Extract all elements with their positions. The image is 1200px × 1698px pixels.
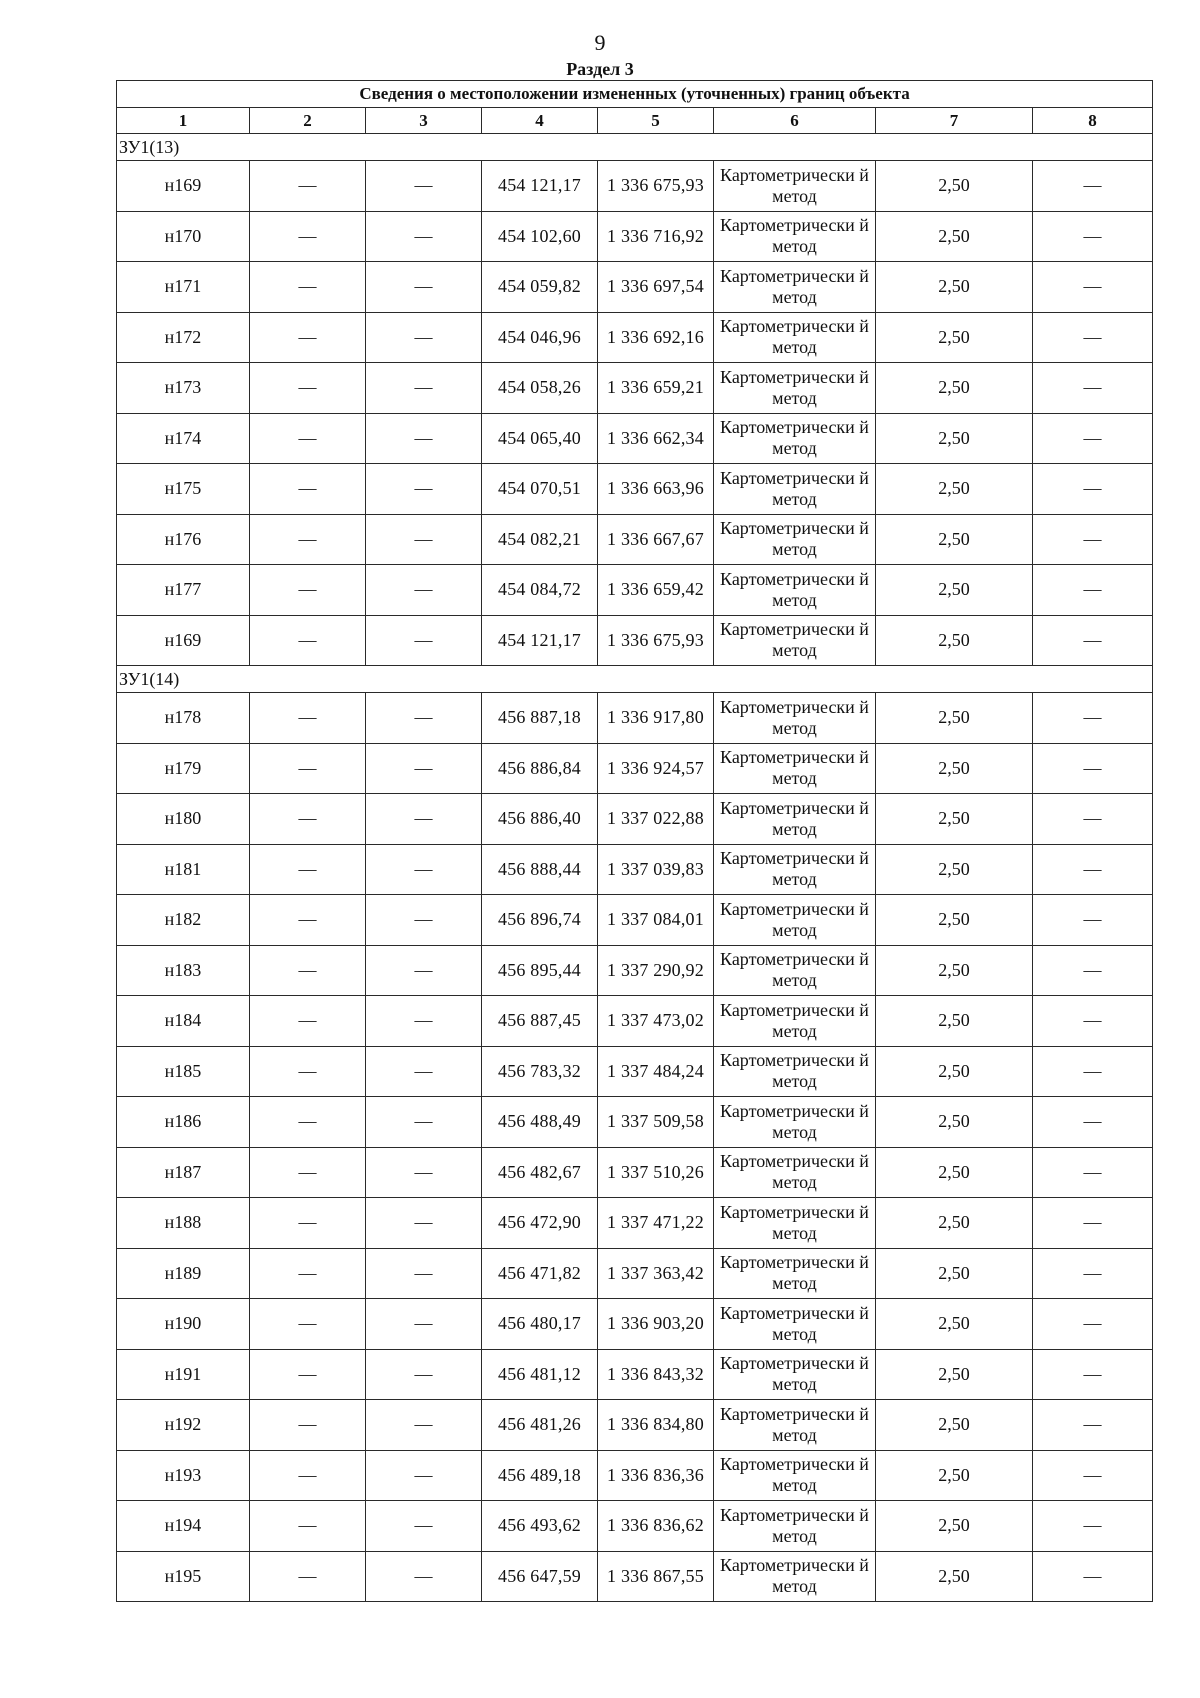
accuracy-cell: 2,50 [876, 161, 1033, 212]
column-2-cell: — [250, 1248, 366, 1299]
column-8-cell: — [1033, 312, 1153, 363]
coordinate-x-cell: 456 482,67 [482, 1147, 598, 1198]
accuracy-cell: 2,50 [876, 743, 1033, 794]
point-number-cell: н195 [117, 1551, 250, 1602]
point-number-cell: н176 [117, 514, 250, 565]
table-row [117, 1501, 1153, 1552]
table-row [117, 1551, 1153, 1602]
section-title: Раздел 3 [566, 59, 634, 79]
point-number-cell: н181 [117, 844, 250, 895]
column-3-cell: — [366, 1046, 482, 1097]
coordinate-y-cell: 1 337 022,88 [598, 794, 714, 845]
point-number-cell: н174 [117, 413, 250, 464]
column-2-cell: — [250, 794, 366, 845]
column-2-cell: — [250, 895, 366, 946]
column-2-cell: — [250, 945, 366, 996]
point-number-cell: н185 [117, 1046, 250, 1097]
method-cell: Картометрически й метод [714, 464, 876, 515]
accuracy-cell: 2,50 [876, 514, 1033, 565]
point-number-cell: н190 [117, 1299, 250, 1350]
group-row [117, 666, 1153, 693]
method-cell: Картометрически й метод [714, 1349, 876, 1400]
accuracy-cell: 2,50 [876, 565, 1033, 616]
coordinate-x-cell: 456 489,18 [482, 1450, 598, 1501]
accuracy-cell: 2,50 [876, 464, 1033, 515]
table-row [117, 1299, 1153, 1350]
method-cell: Картометрически й метод [714, 514, 876, 565]
coordinate-x-cell: 456 471,82 [482, 1248, 598, 1299]
table-row [117, 161, 1153, 212]
accuracy-cell: 2,50 [876, 211, 1033, 262]
column-2-cell: — [250, 312, 366, 363]
coordinate-y-cell: 1 336 903,20 [598, 1299, 714, 1350]
table-row [117, 514, 1153, 565]
accuracy-cell: 2,50 [876, 1248, 1033, 1299]
column-8-cell: — [1033, 464, 1153, 515]
method-cell: Картометрически й метод [714, 1198, 876, 1249]
column-8-cell: — [1033, 161, 1153, 212]
column-2-cell: — [250, 996, 366, 1047]
column-2-cell: — [250, 1299, 366, 1350]
coordinate-x-cell: 456 886,40 [482, 794, 598, 845]
accuracy-cell: 2,50 [876, 1198, 1033, 1249]
column-2-cell: — [250, 1450, 366, 1501]
column-8-cell: — [1033, 1551, 1153, 1602]
column-3-cell: — [366, 312, 482, 363]
coordinate-x-cell: 454 121,17 [482, 161, 598, 212]
point-number-cell: н182 [117, 895, 250, 946]
coordinate-x-cell: 456 888,44 [482, 844, 598, 895]
accuracy-cell: 2,50 [876, 895, 1033, 946]
coordinate-y-cell: 1 336 836,62 [598, 1501, 714, 1552]
method-cell: Картометрически й метод [714, 161, 876, 212]
accuracy-cell: 2,50 [876, 363, 1033, 414]
point-number-cell: н189 [117, 1248, 250, 1299]
column-number: 1 [117, 108, 250, 134]
coordinate-x-cell: 456 647,59 [482, 1551, 598, 1602]
coordinate-x-cell: 454 121,17 [482, 615, 598, 666]
coordinate-y-cell: 1 337 473,02 [598, 996, 714, 1047]
column-3-cell: — [366, 1198, 482, 1249]
column-3-cell: — [366, 996, 482, 1047]
accuracy-cell: 2,50 [876, 1400, 1033, 1451]
column-8-cell: — [1033, 895, 1153, 946]
accuracy-cell: 2,50 [876, 1097, 1033, 1148]
point-number-cell: н172 [117, 312, 250, 363]
table-row [117, 312, 1153, 363]
accuracy-cell: 2,50 [876, 1349, 1033, 1400]
point-number-cell: н170 [117, 211, 250, 262]
column-number: 7 [876, 108, 1033, 134]
table-row [117, 895, 1153, 946]
table-row [117, 1198, 1153, 1249]
column-2-cell: — [250, 565, 366, 616]
column-number: 3 [366, 108, 482, 134]
point-number-cell: н169 [117, 161, 250, 212]
column-3-cell: — [366, 693, 482, 744]
coordinate-y-cell: 1 336 675,93 [598, 161, 714, 212]
method-cell: Картометрически й метод [714, 1299, 876, 1350]
point-number-cell: н179 [117, 743, 250, 794]
column-8-cell: — [1033, 363, 1153, 414]
table-row [117, 1147, 1153, 1198]
column-2-cell: — [250, 1198, 366, 1249]
coordinate-x-cell: 456 472,90 [482, 1198, 598, 1249]
column-2-cell: — [250, 161, 366, 212]
column-8-cell: — [1033, 1248, 1153, 1299]
column-3-cell: — [366, 1097, 482, 1148]
coordinate-y-cell: 1 336 692,16 [598, 312, 714, 363]
coordinate-y-cell: 1 336 662,34 [598, 413, 714, 464]
coordinate-x-cell: 456 887,45 [482, 996, 598, 1047]
point-number-cell: н183 [117, 945, 250, 996]
point-number-cell: н175 [117, 464, 250, 515]
table-caption-row [117, 81, 1153, 108]
point-number-cell: н188 [117, 1198, 250, 1249]
point-number-cell: н193 [117, 1450, 250, 1501]
method-cell: Картометрически й метод [714, 996, 876, 1047]
column-3-cell: — [366, 743, 482, 794]
table-row [117, 844, 1153, 895]
method-cell: Картометрически й метод [714, 1248, 876, 1299]
coordinate-x-cell: 456 493,62 [482, 1501, 598, 1552]
method-cell: Картометрически й метод [714, 211, 876, 262]
table-row [117, 996, 1153, 1047]
table-row [117, 1349, 1153, 1400]
column-2-cell: — [250, 1097, 366, 1148]
column-8-cell: — [1033, 565, 1153, 616]
column-2-cell: — [250, 1551, 366, 1602]
column-8-cell: — [1033, 1097, 1153, 1148]
accuracy-cell: 2,50 [876, 1501, 1033, 1552]
coordinate-x-cell: 456 895,44 [482, 945, 598, 996]
column-3-cell: — [366, 565, 482, 616]
column-8-cell: — [1033, 262, 1153, 313]
point-number-cell: н178 [117, 693, 250, 744]
coordinate-x-cell: 454 046,96 [482, 312, 598, 363]
coordinate-x-cell: 456 886,84 [482, 743, 598, 794]
coordinate-y-cell: 1 336 659,21 [598, 363, 714, 414]
coordinate-y-cell: 1 336 867,55 [598, 1551, 714, 1602]
column-8-cell: — [1033, 945, 1153, 996]
method-cell: Картометрически й метод [714, 1046, 876, 1097]
point-number-cell: н184 [117, 996, 250, 1047]
coordinate-y-cell: 1 337 084,01 [598, 895, 714, 946]
coordinate-y-cell: 1 337 484,24 [598, 1046, 714, 1097]
coordinate-y-cell: 1 337 363,42 [598, 1248, 714, 1299]
column-2-cell: — [250, 413, 366, 464]
column-3-cell: — [366, 844, 482, 895]
method-cell: Картометрически й метод [714, 743, 876, 794]
group-row [117, 134, 1153, 161]
column-3-cell: — [366, 945, 482, 996]
coordinate-x-cell: 456 481,12 [482, 1349, 598, 1400]
coordinate-x-cell: 456 488,49 [482, 1097, 598, 1148]
column-8-cell: — [1033, 794, 1153, 845]
method-cell: Картометрически й метод [714, 312, 876, 363]
point-number-cell: н194 [117, 1501, 250, 1552]
table-body [117, 134, 1153, 1602]
table-row [117, 693, 1153, 744]
column-8-cell: — [1033, 743, 1153, 794]
accuracy-cell: 2,50 [876, 262, 1033, 313]
table-row [117, 464, 1153, 515]
column-3-cell: — [366, 514, 482, 565]
table-row [117, 413, 1153, 464]
method-cell: Картометрически й метод [714, 363, 876, 414]
coordinate-y-cell: 1 336 697,54 [598, 262, 714, 313]
accuracy-cell: 2,50 [876, 844, 1033, 895]
table-row [117, 262, 1153, 313]
coordinate-x-cell: 454 102,60 [482, 211, 598, 262]
accuracy-cell: 2,50 [876, 413, 1033, 464]
accuracy-cell: 2,50 [876, 794, 1033, 845]
column-2-cell: — [250, 363, 366, 414]
accuracy-cell: 2,50 [876, 1450, 1033, 1501]
table-row [117, 1400, 1153, 1451]
column-3-cell: — [366, 1248, 482, 1299]
coordinate-y-cell: 1 336 716,92 [598, 211, 714, 262]
point-number-cell: н180 [117, 794, 250, 845]
accuracy-cell: 2,50 [876, 945, 1033, 996]
column-2-cell: — [250, 615, 366, 666]
coordinate-y-cell: 1 336 834,80 [598, 1400, 714, 1451]
column-2-cell: — [250, 693, 366, 744]
coordinate-y-cell: 1 336 924,57 [598, 743, 714, 794]
column-number: 6 [714, 108, 876, 134]
method-cell: Картометрически й метод [714, 1097, 876, 1148]
column-8-cell: — [1033, 996, 1153, 1047]
table-row [117, 1097, 1153, 1148]
column-2-cell: — [250, 1400, 366, 1451]
method-cell: Картометрически й метод [714, 1450, 876, 1501]
column-3-cell: — [366, 413, 482, 464]
column-3-cell: — [366, 464, 482, 515]
column-2-cell: — [250, 514, 366, 565]
coordinate-y-cell: 1 337 290,92 [598, 945, 714, 996]
table-row [117, 1248, 1153, 1299]
accuracy-cell: 2,50 [876, 693, 1033, 744]
coordinate-x-cell: 454 058,26 [482, 363, 598, 414]
column-number: 4 [482, 108, 598, 134]
coordinate-x-cell: 456 480,17 [482, 1299, 598, 1350]
coordinate-x-cell: 454 070,51 [482, 464, 598, 515]
column-numbers-row [117, 108, 1153, 134]
coordinate-y-cell: 1 337 039,83 [598, 844, 714, 895]
table-row [117, 945, 1153, 996]
column-8-cell: — [1033, 413, 1153, 464]
coordinate-x-cell: 454 084,72 [482, 565, 598, 616]
column-8-cell: — [1033, 1198, 1153, 1249]
column-3-cell: — [366, 895, 482, 946]
column-8-cell: — [1033, 514, 1153, 565]
coordinate-y-cell: 1 336 843,32 [598, 1349, 714, 1400]
column-3-cell: — [366, 211, 482, 262]
table-caption: Сведения о местоположении измененных (уточненных) границ объекта [117, 81, 1153, 108]
column-3-cell: — [366, 1349, 482, 1400]
coordinate-y-cell: 1 336 663,96 [598, 464, 714, 515]
coordinate-y-cell: 1 336 667,67 [598, 514, 714, 565]
column-2-cell: — [250, 1501, 366, 1552]
column-2-cell: — [250, 1147, 366, 1198]
column-8-cell: — [1033, 615, 1153, 666]
group-name: ЗУ1(14) [117, 666, 1153, 693]
accuracy-cell: 2,50 [876, 1299, 1033, 1350]
column-3-cell: — [366, 1551, 482, 1602]
coordinate-y-cell: 1 337 509,58 [598, 1097, 714, 1148]
column-number: 8 [1033, 108, 1153, 134]
table-row [117, 363, 1153, 414]
column-3-cell: — [366, 794, 482, 845]
column-2-cell: — [250, 262, 366, 313]
column-3-cell: — [366, 1299, 482, 1350]
group-name: ЗУ1(13) [117, 134, 1153, 161]
table-row [117, 1450, 1153, 1501]
column-8-cell: — [1033, 1299, 1153, 1350]
column-3-cell: — [366, 615, 482, 666]
method-cell: Картометрически й метод [714, 844, 876, 895]
coordinates-table [116, 80, 1153, 1602]
column-3-cell: — [366, 262, 482, 313]
method-cell: Картометрически й метод [714, 565, 876, 616]
table-row [117, 743, 1153, 794]
table-row [117, 1046, 1153, 1097]
point-number-cell: н187 [117, 1147, 250, 1198]
point-number-cell: н171 [117, 262, 250, 313]
method-cell: Картометрически й метод [714, 693, 876, 744]
method-cell: Картометрически й метод [714, 945, 876, 996]
method-cell: Картометрически й метод [714, 1147, 876, 1198]
column-2-cell: — [250, 1046, 366, 1097]
accuracy-cell: 2,50 [876, 1046, 1033, 1097]
method-cell: Картометрически й метод [714, 262, 876, 313]
column-8-cell: — [1033, 1046, 1153, 1097]
accuracy-cell: 2,50 [876, 1551, 1033, 1602]
column-2-cell: — [250, 844, 366, 895]
coordinate-y-cell: 1 336 836,36 [598, 1450, 714, 1501]
method-cell: Картометрически й метод [714, 1551, 876, 1602]
coordinate-y-cell: 1 336 659,42 [598, 565, 714, 616]
coordinate-x-cell: 454 059,82 [482, 262, 598, 313]
column-3-cell: — [366, 363, 482, 414]
coordinate-x-cell: 456 887,18 [482, 693, 598, 744]
accuracy-cell: 2,50 [876, 615, 1033, 666]
column-number: 5 [598, 108, 714, 134]
coordinate-x-cell: 456 783,32 [482, 1046, 598, 1097]
point-number-cell: н192 [117, 1400, 250, 1451]
column-3-cell: — [366, 161, 482, 212]
column-2-cell: — [250, 1349, 366, 1400]
column-8-cell: — [1033, 1400, 1153, 1451]
page-number: 9 [594, 30, 606, 55]
coordinate-y-cell: 1 336 675,93 [598, 615, 714, 666]
method-cell: Картометрически й метод [714, 895, 876, 946]
method-cell: Картометрически й метод [714, 615, 876, 666]
column-8-cell: — [1033, 1501, 1153, 1552]
coordinate-y-cell: 1 336 917,80 [598, 693, 714, 744]
accuracy-cell: 2,50 [876, 996, 1033, 1047]
column-3-cell: — [366, 1147, 482, 1198]
coordinate-x-cell: 456 481,26 [482, 1400, 598, 1451]
coordinate-y-cell: 1 337 471,22 [598, 1198, 714, 1249]
coordinate-y-cell: 1 337 510,26 [598, 1147, 714, 1198]
table-row [117, 794, 1153, 845]
point-number-cell: н169 [117, 615, 250, 666]
table-row [117, 615, 1153, 666]
column-8-cell: — [1033, 693, 1153, 744]
column-8-cell: — [1033, 211, 1153, 262]
method-cell: Картометрически й метод [714, 413, 876, 464]
column-2-cell: — [250, 743, 366, 794]
accuracy-cell: 2,50 [876, 312, 1033, 363]
method-cell: Картометрически й метод [714, 794, 876, 845]
table-row [117, 211, 1153, 262]
method-cell: Картометрически й метод [714, 1400, 876, 1451]
accuracy-cell: 2,50 [876, 1147, 1033, 1198]
point-number-cell: н177 [117, 565, 250, 616]
point-number-cell: н191 [117, 1349, 250, 1400]
column-2-cell: — [250, 464, 366, 515]
column-8-cell: — [1033, 844, 1153, 895]
table-row [117, 565, 1153, 616]
column-number: 2 [250, 108, 366, 134]
coordinate-x-cell: 454 082,21 [482, 514, 598, 565]
column-3-cell: — [366, 1450, 482, 1501]
method-cell: Картометрически й метод [714, 1501, 876, 1552]
column-3-cell: — [366, 1501, 482, 1552]
column-8-cell: — [1033, 1147, 1153, 1198]
column-8-cell: — [1033, 1349, 1153, 1400]
column-2-cell: — [250, 211, 366, 262]
column-3-cell: — [366, 1400, 482, 1451]
point-number-cell: н173 [117, 363, 250, 414]
coordinate-x-cell: 456 896,74 [482, 895, 598, 946]
point-number-cell: н186 [117, 1097, 250, 1148]
coordinate-x-cell: 454 065,40 [482, 413, 598, 464]
column-8-cell: — [1033, 1450, 1153, 1501]
